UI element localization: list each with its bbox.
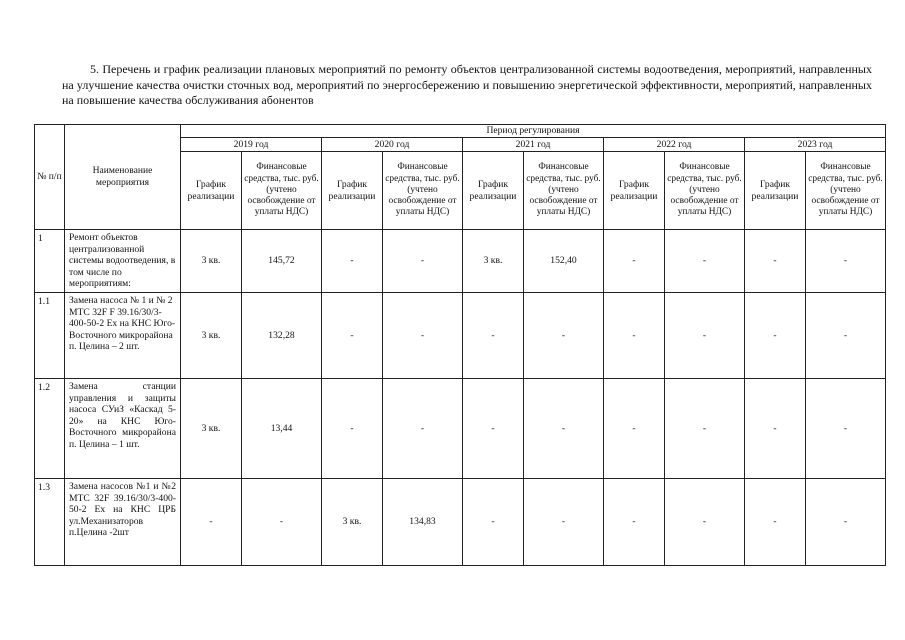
cell-schedule-2021: - — [463, 292, 524, 378]
header-finance: Финансовые средства, тыс. руб. (учтено освобождение от уплаты НДС) — [806, 152, 886, 230]
cell-finance-2023: - — [806, 230, 886, 293]
row-name: Замена насоса № 1 и № 2 МТС 32F F 39.16/30/3-400-50-2 Ex на КНС Юго-Восточного микрорайона п. Целина – 2 шт. — [65, 292, 181, 378]
row-number: 1.3 — [35, 478, 65, 565]
section-heading: 5. Перечень и график реализации плановых мероприятий по ремонту объектов централизованной системы водоотведения, мероприятий, направленных на улучшение качества очистки сточных вод, мероприятий по энергосбережению и повышению энергетической эффективности, мероприятий, направленных на повышение качества обслуживания абонентов — [62, 62, 872, 107]
cell-schedule-2020: 3 кв. — [322, 478, 383, 565]
cell-finance-2021: 152,40 — [524, 230, 604, 293]
cell-schedule-2023: - — [745, 478, 806, 565]
cell-finance-2020: - — [383, 292, 463, 378]
header-year: 2022 год — [604, 138, 745, 152]
cell-schedule-2020: - — [322, 378, 383, 478]
cell-schedule-2022: - — [604, 378, 665, 478]
cell-finance-2020: - — [383, 230, 463, 293]
table-row — [35, 378, 886, 478]
cell-schedule-2023: - — [745, 292, 806, 378]
cell-finance-2022: - — [665, 230, 745, 293]
cell-finance-2019: 132,28 — [242, 292, 322, 378]
cell-schedule-2019: 3 кв. — [181, 230, 242, 293]
row-number: 1 — [35, 230, 65, 293]
header-schedule: График реализации — [322, 152, 383, 230]
cell-schedule-2019: 3 кв. — [181, 292, 242, 378]
cell-schedule-2019: 3 кв. — [181, 378, 242, 478]
header-finance: Финансовые средства, тыс. руб. (учтено освобождение от уплаты НДС) — [524, 152, 604, 230]
row-number: 1.2 — [35, 378, 65, 478]
table-row — [35, 292, 886, 378]
header-year: 2019 год — [181, 138, 322, 152]
header-period: Период регулирования — [181, 125, 886, 138]
table-row — [35, 230, 886, 293]
row-number: 1.1 — [35, 292, 65, 378]
cell-finance-2019: 145,72 — [242, 230, 322, 293]
row-name: Замена насосов №1 и №2 МТС 32F 39.16/30/3-400-50-2 Ex на КНС ЦРБ ул.Механизаторов п.Целина -2шт — [65, 478, 181, 565]
cell-finance-2023: - — [806, 478, 886, 565]
table-row — [35, 478, 886, 565]
header-finance: Финансовые средства, тыс. руб. (учтено освобождение от уплаты НДС) — [383, 152, 463, 230]
row-name: Замена станции управления и защиты насоса СУиЗ «Каскад 5-20» на КНС Юго-Восточного микрорайона п. Целина – 1 шт. — [65, 378, 181, 478]
cell-schedule-2021: - — [463, 378, 524, 478]
header-schedule: График реализации — [181, 152, 242, 230]
header-year: 2020 год — [322, 138, 463, 152]
cell-finance-2021: - — [524, 478, 604, 565]
row-name: Ремонт объектов централизованной системы водоотведения, в том числе по мероприятиям: — [65, 230, 181, 293]
cell-finance-2020: - — [383, 378, 463, 478]
cell-schedule-2019: - — [181, 478, 242, 565]
cell-schedule-2021: - — [463, 478, 524, 565]
header-row-period — [35, 125, 886, 138]
cell-finance-2020: 134,83 — [383, 478, 463, 565]
cell-finance-2021: - — [524, 378, 604, 478]
cell-finance-2019: - — [242, 478, 322, 565]
cell-finance-2021: - — [524, 292, 604, 378]
header-year: 2021 год — [463, 138, 604, 152]
cell-schedule-2022: - — [604, 478, 665, 565]
cell-finance-2022: - — [665, 292, 745, 378]
header-schedule: График реализации — [604, 152, 665, 230]
header-year: 2023 год — [745, 138, 886, 152]
cell-schedule-2023: - — [745, 378, 806, 478]
cell-schedule-2020: - — [322, 292, 383, 378]
cell-finance-2022: - — [665, 378, 745, 478]
cell-schedule-2022: - — [604, 292, 665, 378]
header-schedule: График реализации — [745, 152, 806, 230]
header-schedule: График реализации — [463, 152, 524, 230]
cell-schedule-2022: - — [604, 230, 665, 293]
cell-finance-2023: - — [806, 378, 886, 478]
cell-finance-2019: 13,44 — [242, 378, 322, 478]
cell-schedule-2021: 3 кв. — [463, 230, 524, 293]
plan-table — [34, 124, 886, 566]
header-num: № п/п — [35, 125, 65, 230]
header-name: Наименование мероприятия — [65, 125, 181, 230]
cell-finance-2023: - — [806, 292, 886, 378]
header-finance: Финансовые средства, тыс. руб. (учтено освобождение от уплаты НДС) — [242, 152, 322, 230]
header-finance: Финансовые средства, тыс. руб. (учтено освобождение от уплаты НДС) — [665, 152, 745, 230]
cell-finance-2022: - — [665, 478, 745, 565]
cell-schedule-2023: - — [745, 230, 806, 293]
cell-schedule-2020: - — [322, 230, 383, 293]
